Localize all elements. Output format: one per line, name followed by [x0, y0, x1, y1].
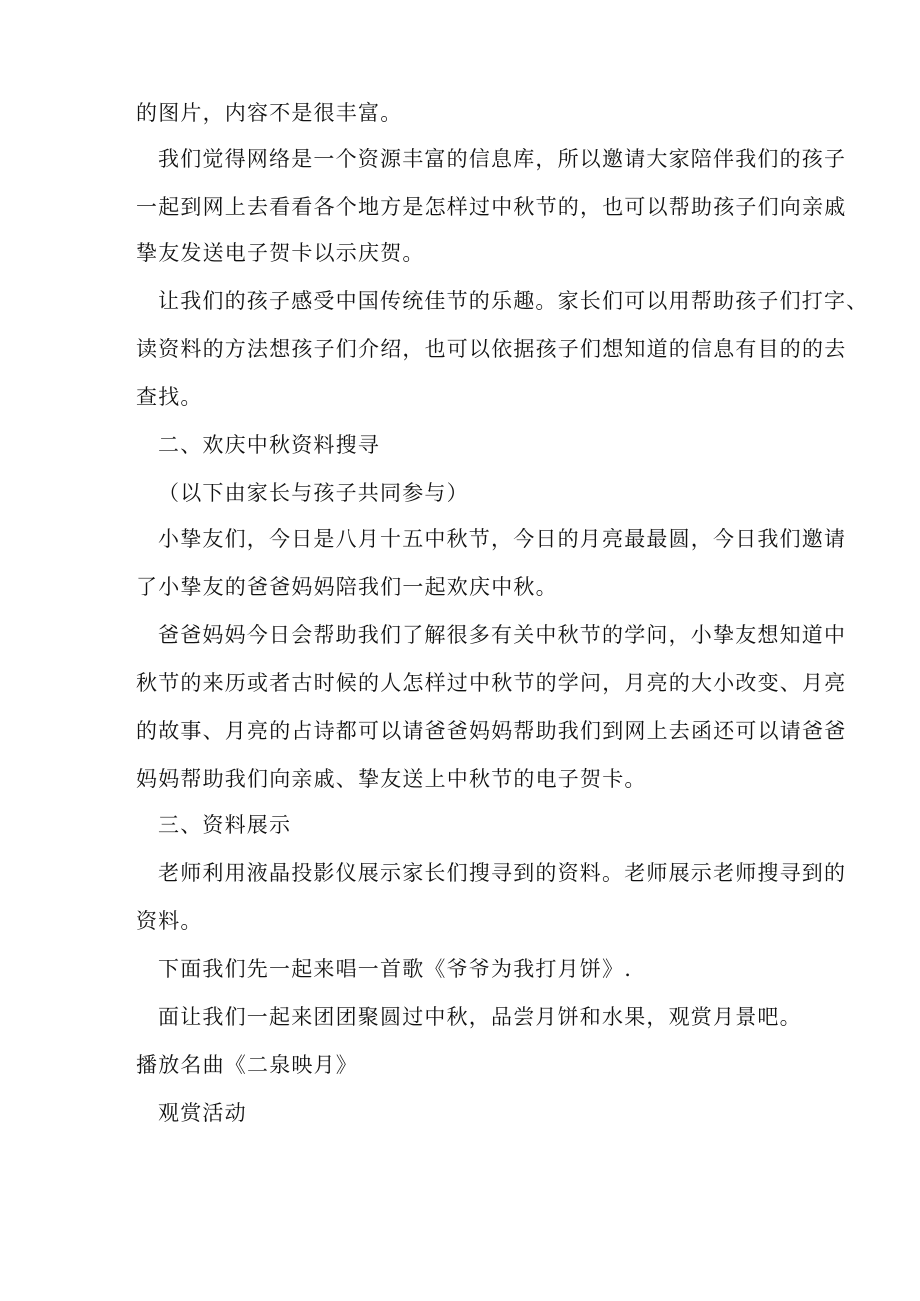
paragraph-line: 妈妈帮助我们向亲戚、挚友送上中秋节的电子贺卡。 [136, 767, 647, 791]
paragraph-line: 读资料的方法想孩子们介绍，也可以依据孩子们想知道的信息有目的的去 [136, 337, 847, 361]
paragraph-line: 爸爸妈妈今日会帮助我们了解很多有关中秋节的学问，小挚友想知道中 [158, 623, 847, 647]
paragraph-line: 的图片，内容不是很丰富。 [136, 101, 403, 125]
paragraph-line: 的故事、月亮的占诗都可以请爸爸妈妈帮助我们到网上去函还可以请爸爸 [136, 719, 847, 743]
paragraph-line: （以下由家长与孩子共同参与） [158, 481, 469, 505]
paragraph-line: 下面我们先一起来唱一首歌《爷爷为我打月饼》. [158, 957, 633, 981]
paragraph-line: 我们觉得网络是一个资源丰富的信息库，所以邀请大家陪伴我们的孩子 [158, 147, 847, 171]
paragraph-line: 挚友发送电子贺卡以示庆贺。 [136, 241, 425, 265]
paragraph-line: 查找。 [136, 385, 203, 409]
paragraph-line: 面让我们一起来团团聚圆过中秋，品尝月饼和水果，观赏月景吧。 [158, 1005, 802, 1029]
section-heading: 二、欢庆中秋资料搜寻 [158, 433, 380, 457]
paragraph-line: 播放名曲《二泉映月》 [136, 1053, 358, 1077]
paragraph-line: 资料。 [136, 909, 203, 933]
section-heading: 三、资料展示 [158, 813, 292, 837]
paragraph-line: 秋节的来历或者古时候的人怎样过中秋节的学问，月亮的大小改变、月亮 [136, 671, 847, 695]
paragraph-line: 小挚友们，今日是八月十五中秋节，今日的月亮最最圆，今日我们邀请 [158, 527, 847, 551]
paragraph-line: 让我们的孩子感受中国传统佳节的乐趣。家长们可以用帮助孩子们打字、 [158, 289, 869, 313]
paragraph-line: 了小挚友的爸爸妈妈陪我们一起欢庆中秋。 [136, 575, 558, 599]
paragraph-line: 一起到网上去看看各个地方是怎样过中秋节的，也可以帮助孩子们向亲戚 [136, 195, 847, 219]
paragraph-line: 观赏活动 [158, 1101, 247, 1125]
paragraph-line: 老师利用液晶投影仪展示家长们搜寻到的资料。老师展示老师搜寻到的 [158, 861, 847, 885]
